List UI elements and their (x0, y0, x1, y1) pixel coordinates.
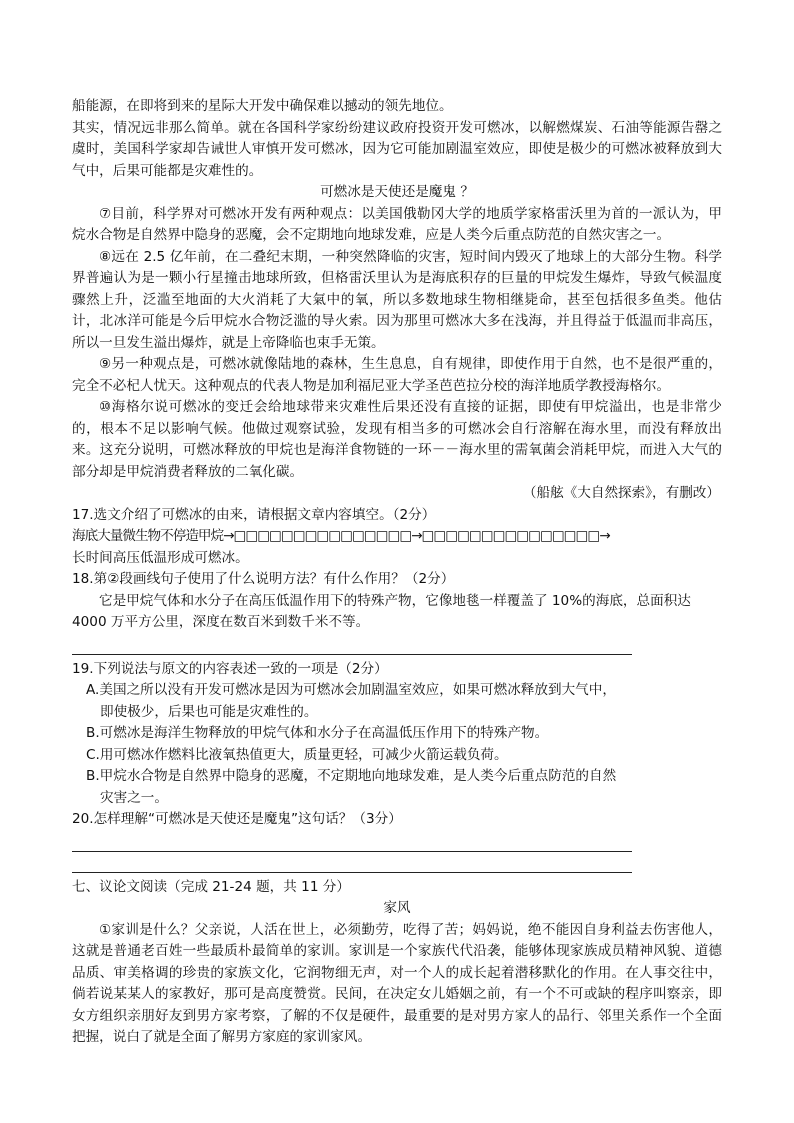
question-19: 19.下列说法与原文的内容表述一致的一项是（2分） (72, 660, 388, 677)
option-a-cont: 即使极少，后果也可能是灾难性的。 (100, 703, 318, 720)
document-page (72, 96, 722, 1049)
option-d: B.甲烷水合物是自然界中隐身的恶魔，不定期地向地球发难，是人类今后重点防范的自然 (86, 768, 617, 784)
section-7-heading: 七、议论文阅读（完成 21-24 题，共 11 分） (72, 878, 350, 895)
paragraph-10: ⑩海格尔说可燃冰的变迁会给地球带来灾难性后果还没有直接的证据，即使有甲烷溢出，也是非常少的，根本不足以影响气候。他做过观察试验，发现有相当多的可燃冰会自行溶解在海水里，而没有释放出来。这充分说明，可燃冰释放的甲烷也是海洋食物链的一环－－海水里的需氧菌会消耗甲烷，而进入大气的部分却是甲烷消费者释放的二氧化碳。 (72, 399, 722, 480)
paragraph-intro: 船能源，在即将到来的星际大开发中确保难以撼动的领先地位。 (72, 98, 453, 114)
option-d-cont: 灾害之一。 (100, 789, 168, 806)
paragraph-8: ⑧远在 2.5 亿年前，在二叠纪末期，一种突然降临的灾害，短时间内毁灭了地球上的大部分生物。科学界普遍认为是一颗小行星撞击地球所致，但格雷沃里认为是海底积存的巨量的甲烷发生爆炸，导致气候温度骤然上升，泛滥至地面的大火消耗了大氣中的氧，所以多数地球生物相继毙命，甚至包括很多鱼类。他估计，北冰洋可能是今后甲烷水合物泛滥的导火索。因为那里可燃冰大多在浅海，并且得益于低温而非高压，所以一旦发生溢出爆炸，就是上帝降临也束手无策。 (72, 248, 722, 351)
question-17: 17.选文介绍了可燃冰的由来，请根据文章内容填空。（2分） (72, 506, 436, 523)
source-citation: （船舷《大自然探索》，有删改） (522, 485, 720, 501)
essay-title: 家风 (383, 900, 411, 916)
essay-paragraph-1: ①家训是什么？父亲说，人活在世上，必须勤劳，吃得了苦；妈妈说，绝不能因自身利益去伤害他人，这就是普通老百姓一些最质朴最简单的家训。家训是一个家族代代沿袭，能够体现家族成员精神风貌、道德品质、审美格调的珍贵的家族文化，它润物细无声，对一个人的成长起着潜移默化的作用。在人事交往中，倘若说某某人的家教好，那可是高度赞赏。民间，在决定女儿婚姻之前，有一个不可或缺的程序叫察亲，即女方组织亲朋好友到男方家考察，了解的不仅是硬件，最重要的是对男方家人的品行、邻里关系作一个全面把握，说白了就是全面了解男方家庭的家训家风。 (72, 921, 722, 1045)
option-a: A.美国之所以没有开发可燃冰是因为可燃冰会加剧温室效应，如果可燃冰释放到大气中， (86, 682, 616, 698)
paragraph-caution: 其实，情况远非那么简单。就在各国科学家纷纷建议政府投资开发可燃冰，以解燃煤炭、石油等能源告罄之虞时，美国科学家却告诫世人审慎开发可燃冰，因为它可能加剧温室效应，即使是极少的可燃冰被释放到大气中，后果可能都是灾难性的。 (72, 119, 722, 179)
paragraph-7: ⑦目前，科学界对可燃冰开发有两种观点：以美国俄勒冈大学的地质学家格雷沃里为首的一派认为，甲烷水合物是自然界中隐身的恶魔，会不定期地向地球发难，应是人类今后重点防范的自然灾害之一。 (72, 205, 722, 243)
question-20: 20.怎样理解“可燃冰是天使还是魔鬼”这句话？（3分） (72, 811, 402, 827)
question-18: 18.第②段画线句子使用了什么说明方法？有什么作用？（2分） (72, 571, 455, 587)
question-18-quote-1: 它是甲烷气体和水分子在高压低温作用下的特殊产物，它像地毯一样覆盖了 10%的海底，总面积达 (99, 592, 691, 609)
paragraph-9: ⑨另一种观点是，可燃冰就像陆地的森林，生生息息，自有规律，即使作用于自然，也不是很严重的，完全不必杞人忧天。这种观点的代表人物是加利福尼亚大学圣芭芭拉分校的海洋地质学教授海格尔。 (72, 356, 722, 394)
answer-line-20a[interactable] (72, 831, 632, 852)
question-17-end: 长时间高压低温形成可燃冰。 (72, 549, 249, 566)
option-c: C.用可燃冰作燃料比液氧热值更大，质量更轻，可减少火箭运载负荷。 (86, 746, 508, 763)
question-17-chain: 海底大量微生物不停造甲烷→□□□□□□□□□□□□□□□→□□□□□□□□□□□□□□□→ (72, 528, 610, 544)
question-18-quote-2: 4000 万平方公里，深度在数百米到数千米不等。 (72, 614, 370, 630)
answer-line-20b[interactable] (72, 852, 632, 873)
answer-line-18[interactable] (72, 634, 632, 655)
option-b: B.可燃冰是海洋生物释放的甲烷气体和水分子在高温低压作用下的特殊产物。 (86, 725, 549, 741)
subtitle: 可燃冰是天使还是魔鬼 ？ (320, 184, 474, 200)
